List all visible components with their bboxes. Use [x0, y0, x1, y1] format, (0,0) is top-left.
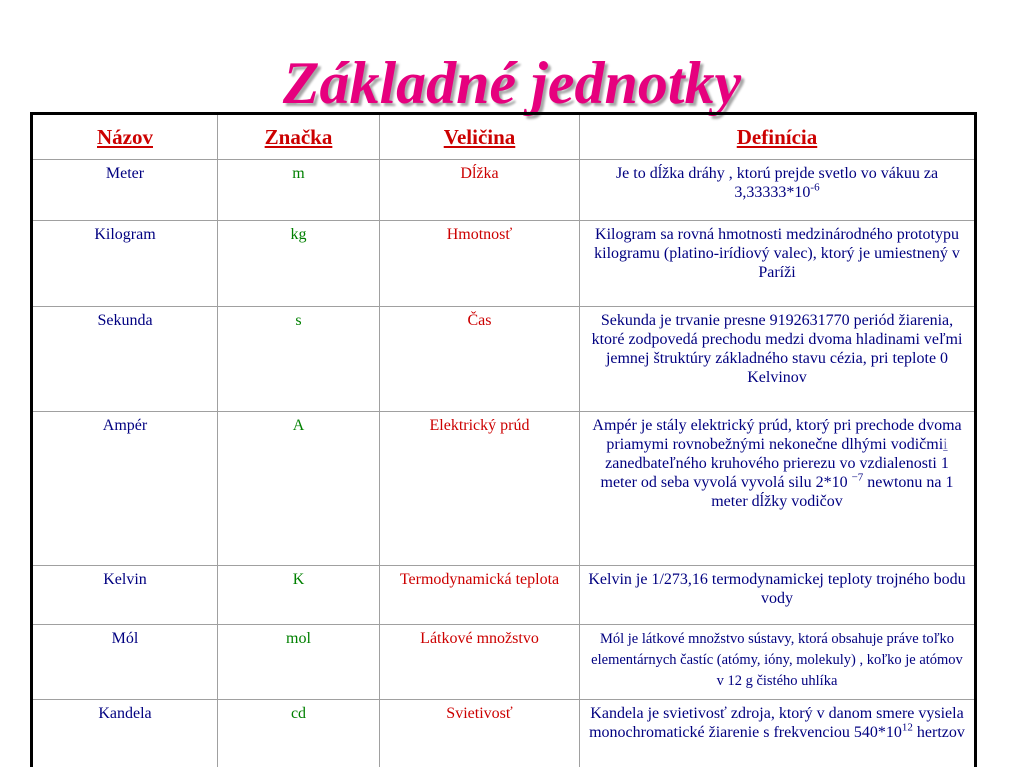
slide-title: Základné jednotky	[282, 50, 742, 116]
definition-text: Ampér je stály elektrický prúd, ktorý pri prechode dvoma priamymi rovnobežnými nekonečne dlhými vodičmi	[592, 417, 962, 453]
unit-symbol: m	[218, 160, 380, 221]
unit-symbol: cd	[218, 700, 380, 767]
unit-definition	[580, 412, 976, 566]
header-name: Názov	[32, 114, 218, 160]
unit-symbol: kg	[218, 221, 380, 307]
definition-exponent: −7	[851, 471, 864, 484]
unit-definition	[580, 221, 976, 307]
definition-text: Kandela je svietivosť zdroja, ktorý v danom smere vysiela monochromatické žiarenie s frekvenciou 540*10	[589, 705, 964, 741]
table-row	[32, 412, 976, 566]
unit-name: Mól	[32, 625, 218, 700]
unit-symbol: A	[218, 412, 380, 566]
definition-text: Sekunda je trvanie presne 9192631770 periód žiarenia, ktoré zodpovedá prechodu medzi dvoma hladinami veľmi jemnej štruktúry základného stavu cézia, pri teplote 0 Kelvinov	[591, 312, 963, 386]
unit-symbol: mol	[218, 625, 380, 700]
unit-quantity: Termodynamická teplota	[380, 566, 580, 625]
unit-name: Kelvin	[32, 566, 218, 625]
table-row	[32, 566, 976, 625]
definition-link[interactable]: i	[943, 436, 948, 453]
definition-text: Mól je látkové množstvo sústavy, ktorá obsahuje práve toľko elementárnych častíc (atómy, ióny, molekuly) , koľko je atómov v 12 g čistého uhlíka	[591, 631, 963, 689]
unit-name: Kilogram	[32, 221, 218, 307]
unit-symbol: s	[218, 307, 380, 412]
definition-text: Kilogram sa rovná hmotnosti medzinárodného prototypu kilogramu (platino-irídiový valec), ktorý je umiestnený v Paríži	[594, 226, 960, 281]
unit-quantity: Dĺžka	[380, 160, 580, 221]
units-table	[30, 112, 977, 767]
unit-name: Meter	[32, 160, 218, 221]
table-header-row	[32, 114, 976, 160]
table-row	[32, 307, 976, 412]
unit-definition	[580, 160, 976, 221]
header-symbol: Značka	[218, 114, 380, 160]
unit-quantity: Elektrický prúd	[380, 412, 580, 566]
table-row	[32, 160, 976, 221]
unit-name: Sekunda	[32, 307, 218, 412]
table-row	[32, 625, 976, 700]
unit-definition	[580, 625, 976, 700]
unit-definition	[580, 566, 976, 625]
header-definition: Definícia	[580, 114, 976, 160]
unit-name: Kandela	[32, 700, 218, 767]
table-row	[32, 221, 976, 307]
unit-quantity: Čas	[380, 307, 580, 412]
unit-definition	[580, 700, 976, 767]
unit-definition	[580, 307, 976, 412]
definition-text-post: newtonu na 1 meter dĺžky vodičov	[711, 474, 954, 510]
table-row	[32, 700, 976, 767]
unit-quantity: Svietivosť	[380, 700, 580, 767]
definition-exponent: -6	[810, 181, 820, 194]
unit-quantity: Látkové množstvo	[380, 625, 580, 700]
unit-symbol: K	[218, 566, 380, 625]
header-quantity: Veličina	[380, 114, 580, 160]
definition-text-mid: zanedbateľného kruhového prierezu vo vzdialenosti 1 meter od seba vyvolá vyvolá silu 2*10	[600, 455, 949, 491]
definition-text-post: hertzov	[912, 724, 965, 741]
definition-exponent: 12	[901, 721, 913, 734]
definition-text: Kelvin je 1/273,16 termodynamickej teploty trojného bodu vody	[588, 571, 966, 607]
definition-text: Je to dĺžka dráhy , ktorú prejde svetlo vo vákuu za 3,33333*10	[615, 165, 939, 201]
unit-quantity: Hmotnosť	[380, 221, 580, 307]
unit-name: Ampér	[32, 412, 218, 566]
